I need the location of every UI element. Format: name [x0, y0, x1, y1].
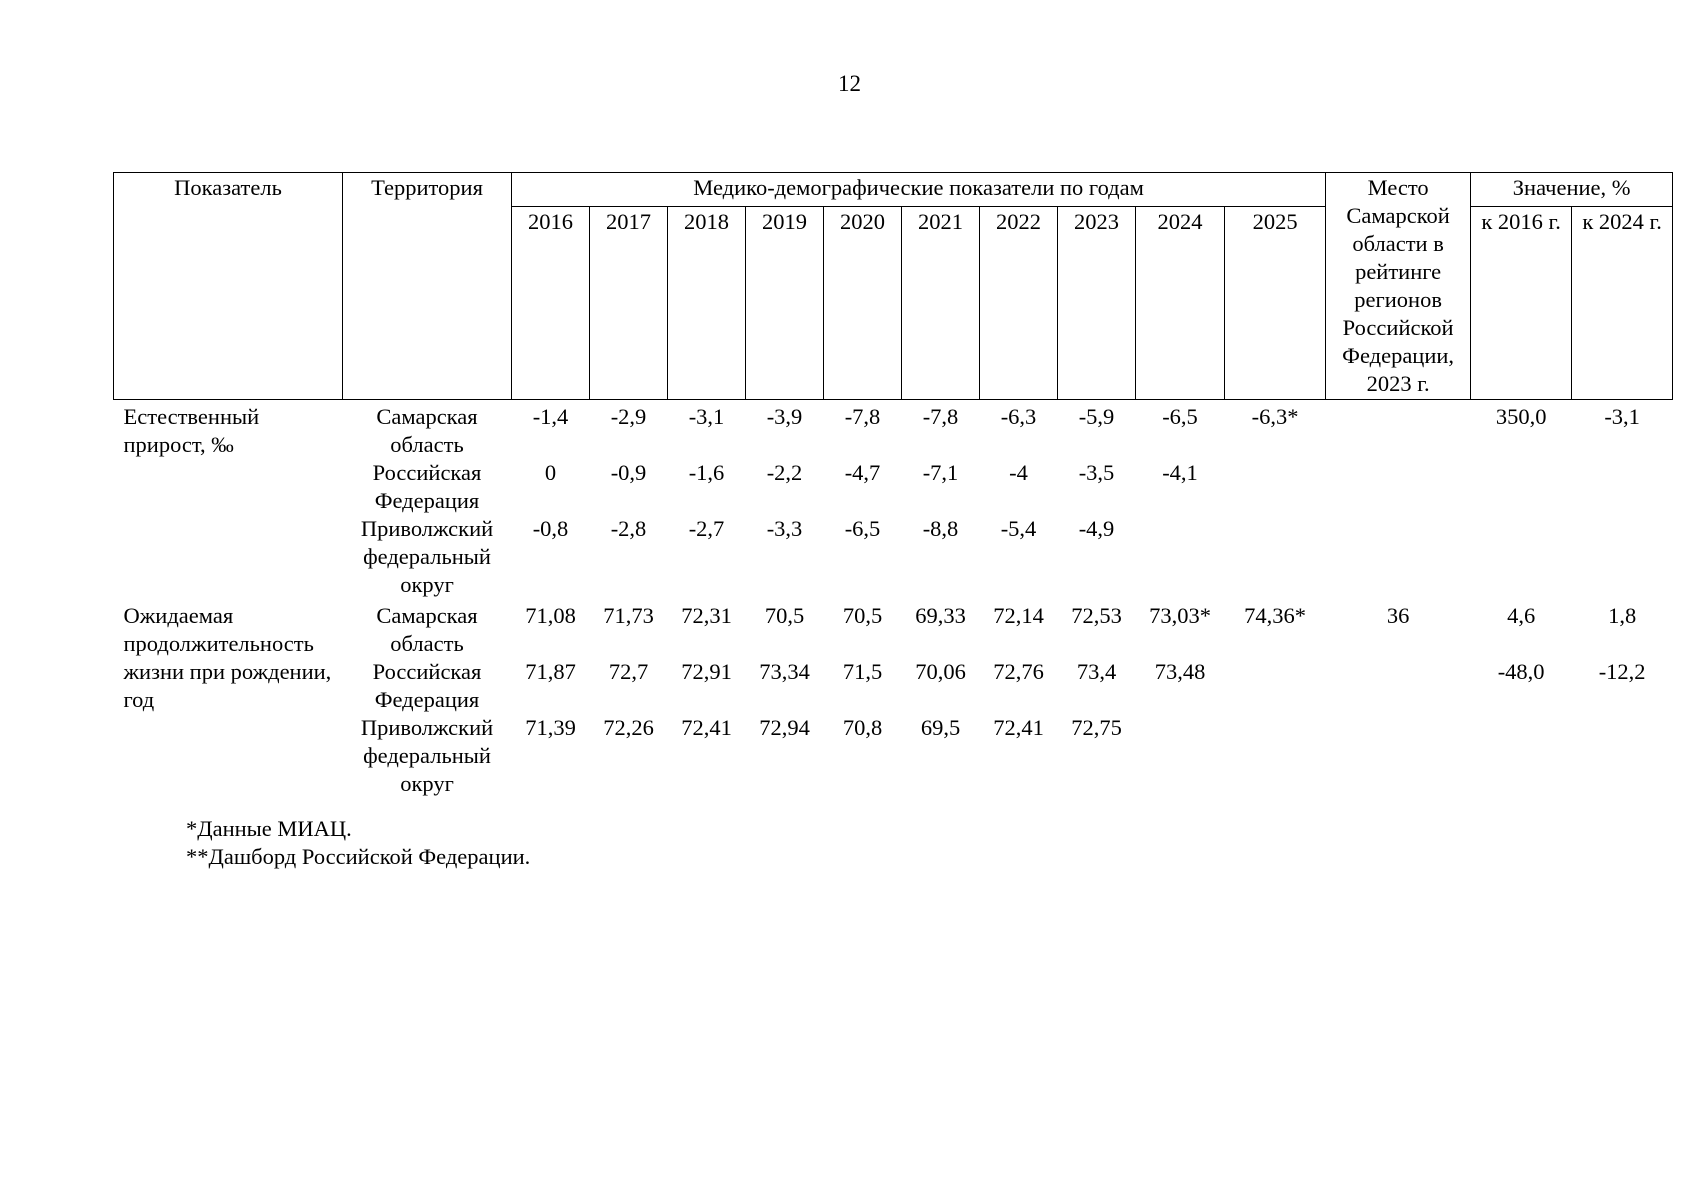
year-value-cell: 72,91 — [681, 659, 732, 684]
territory-cell: Приволжский федеральный округ — [360, 715, 494, 796]
territory-cell: Приволжский федеральный округ — [360, 516, 494, 597]
year-value-cell: 69,33 — [915, 603, 966, 628]
header-year: 2024 — [1136, 207, 1225, 400]
year-value-cell: 73,03* — [1149, 603, 1211, 628]
footnotes — [186, 815, 530, 871]
table-row — [114, 515, 1673, 599]
year-value-cell — [1136, 714, 1225, 798]
year-value-cell: -3,3 — [766, 516, 803, 541]
year-value-cell: -1,4 — [532, 404, 569, 429]
year-value-cell: -7,1 — [922, 460, 959, 485]
year-value-cell: 72,26 — [603, 715, 654, 740]
footnote: **Дашборд Российской Федерации. — [186, 844, 531, 869]
year-value-cell: 73,48 — [1154, 659, 1206, 684]
header-year: 2018 — [668, 207, 746, 400]
value-to-2024-cell: 1,8 — [1608, 603, 1637, 628]
year-value-cell: -6,3* — [1251, 404, 1299, 429]
year-value-cell: 70,5 — [842, 603, 883, 628]
year-value-cell: -6,5 — [844, 516, 881, 541]
year-value-cell — [1225, 714, 1326, 798]
year-value-cell: 72,76 — [993, 659, 1044, 684]
table-row — [114, 400, 1673, 460]
table-row — [114, 658, 1673, 714]
year-value-cell: 73,34 — [759, 659, 810, 684]
year-value-cell: 71,87 — [525, 659, 576, 684]
year-value-cell: 71,39 — [525, 715, 576, 740]
year-value-cell: -3,9 — [766, 404, 803, 429]
year-value-cell: -3,5 — [1078, 460, 1115, 485]
header-territory: Территория — [343, 173, 512, 400]
year-value-cell: -4,9 — [1078, 516, 1115, 541]
year-value-cell: -8,8 — [922, 516, 959, 541]
year-value-cell: -2,9 — [610, 404, 647, 429]
header-indicator: Показатель — [114, 173, 343, 400]
header-years-group: Медико-демографические показатели по годам — [512, 173, 1326, 207]
territory-cell: Самарская область — [376, 404, 478, 457]
year-value-cell: -4,1 — [1162, 460, 1198, 485]
header-value-to-2024: к 2024 г. — [1572, 207, 1673, 400]
header-value-to-2016: к 2016 г. — [1471, 207, 1572, 400]
header-row-top — [114, 173, 1673, 207]
year-value-cell: 71,5 — [842, 659, 883, 684]
year-value-cell: 70,8 — [842, 715, 883, 740]
header-rank: Место Самарской области в рейтинге регионов Российской Федерации, 2023 г. — [1326, 173, 1471, 400]
year-value-cell: -0,8 — [532, 516, 569, 541]
header-value-group: Значение, % — [1471, 173, 1673, 207]
year-value-cell: -7,8 — [922, 404, 959, 429]
year-value-cell: -2,8 — [610, 516, 647, 541]
rank-cell — [1326, 459, 1471, 515]
page-number: 12 — [838, 71, 861, 96]
header-year: 2025 — [1225, 207, 1326, 400]
table-row — [114, 459, 1673, 515]
year-value-cell — [1136, 515, 1225, 599]
territory-cell: Российская Федерация — [372, 460, 482, 513]
year-value-cell: 70,06 — [915, 659, 966, 684]
territory-cell: Российская Федерация — [372, 659, 482, 712]
table-body — [114, 400, 1673, 799]
year-value-cell: 70,5 — [764, 603, 805, 628]
year-value-cell: -5,4 — [1000, 516, 1037, 541]
year-value-cell: -5,9 — [1078, 404, 1115, 429]
year-value-cell: -6,5 — [1162, 404, 1198, 429]
value-to-2024-cell — [1572, 714, 1673, 798]
year-value-cell: 74,36* — [1244, 603, 1306, 628]
rank-cell: 36 — [1386, 603, 1410, 628]
table-row — [114, 714, 1673, 798]
header-year: 2016 — [512, 207, 590, 400]
year-value-cell — [1225, 459, 1326, 515]
header-year: 2023 — [1058, 207, 1136, 400]
year-value-cell: 72,41 — [993, 715, 1044, 740]
value-to-2024-cell: -12,2 — [1598, 659, 1646, 684]
year-value-cell: -1,6 — [688, 460, 725, 485]
value-to-2024-cell: -3,1 — [1604, 404, 1640, 429]
year-value-cell: 69,5 — [920, 715, 961, 740]
territory-cell: Самарская область — [376, 603, 478, 656]
header-year: 2019 — [746, 207, 824, 400]
year-value-cell: 72,94 — [759, 715, 810, 740]
year-value-cell: -6,3 — [1000, 404, 1037, 429]
year-value-cell: -4,7 — [844, 460, 881, 485]
header-year: 2020 — [824, 207, 902, 400]
year-value-cell — [1225, 658, 1326, 714]
footnote: *Данные МИАЦ. — [186, 816, 352, 841]
year-value-cell: -3,1 — [688, 404, 725, 429]
data-table — [113, 172, 1673, 798]
rank-cell — [1326, 658, 1471, 714]
year-value-cell: 72,14 — [993, 603, 1044, 628]
rank-cell — [1326, 515, 1471, 599]
value-to-2024-cell — [1572, 515, 1673, 599]
year-value-cell: 72,7 — [608, 659, 649, 684]
value-to-2016-cell — [1471, 714, 1572, 798]
year-value-cell: 71,08 — [525, 603, 576, 628]
year-value-cell: 72,53 — [1071, 603, 1122, 628]
year-value-cell: -2,7 — [688, 516, 725, 541]
header-year: 2022 — [980, 207, 1058, 400]
year-value-cell: 72,75 — [1071, 715, 1122, 740]
rank-cell — [1326, 400, 1471, 460]
year-value-cell: 71,73 — [603, 603, 654, 628]
year-value-cell — [1225, 515, 1326, 599]
header-year: 2017 — [590, 207, 668, 400]
year-value-cell: -4 — [1009, 460, 1028, 485]
year-value-cell: 72,31 — [681, 603, 732, 628]
year-value-cell: -0,9 — [610, 460, 647, 485]
year-value-cell: -7,8 — [844, 404, 881, 429]
value-to-2016-cell: -48,0 — [1497, 659, 1545, 684]
year-value-cell: 0 — [544, 460, 557, 485]
indicator-cell: Естественный прирост, ‰ — [123, 404, 260, 457]
table-row — [114, 599, 1673, 658]
year-value-cell: 72,41 — [681, 715, 732, 740]
rank-cell — [1326, 714, 1471, 798]
value-to-2016-cell — [1471, 459, 1572, 515]
value-to-2016-cell: 4,6 — [1507, 603, 1536, 628]
value-to-2016-cell — [1471, 515, 1572, 599]
year-value-cell: 73,4 — [1076, 659, 1117, 684]
value-to-2024-cell — [1572, 459, 1673, 515]
header-year: 2021 — [902, 207, 980, 400]
table-header — [114, 173, 1673, 400]
year-value-cell: -2,2 — [766, 460, 803, 485]
value-to-2016-cell: 350,0 — [1495, 404, 1547, 429]
indicator-cell: Ожидаемая продолжительность жизни при рождении, год — [123, 603, 332, 712]
